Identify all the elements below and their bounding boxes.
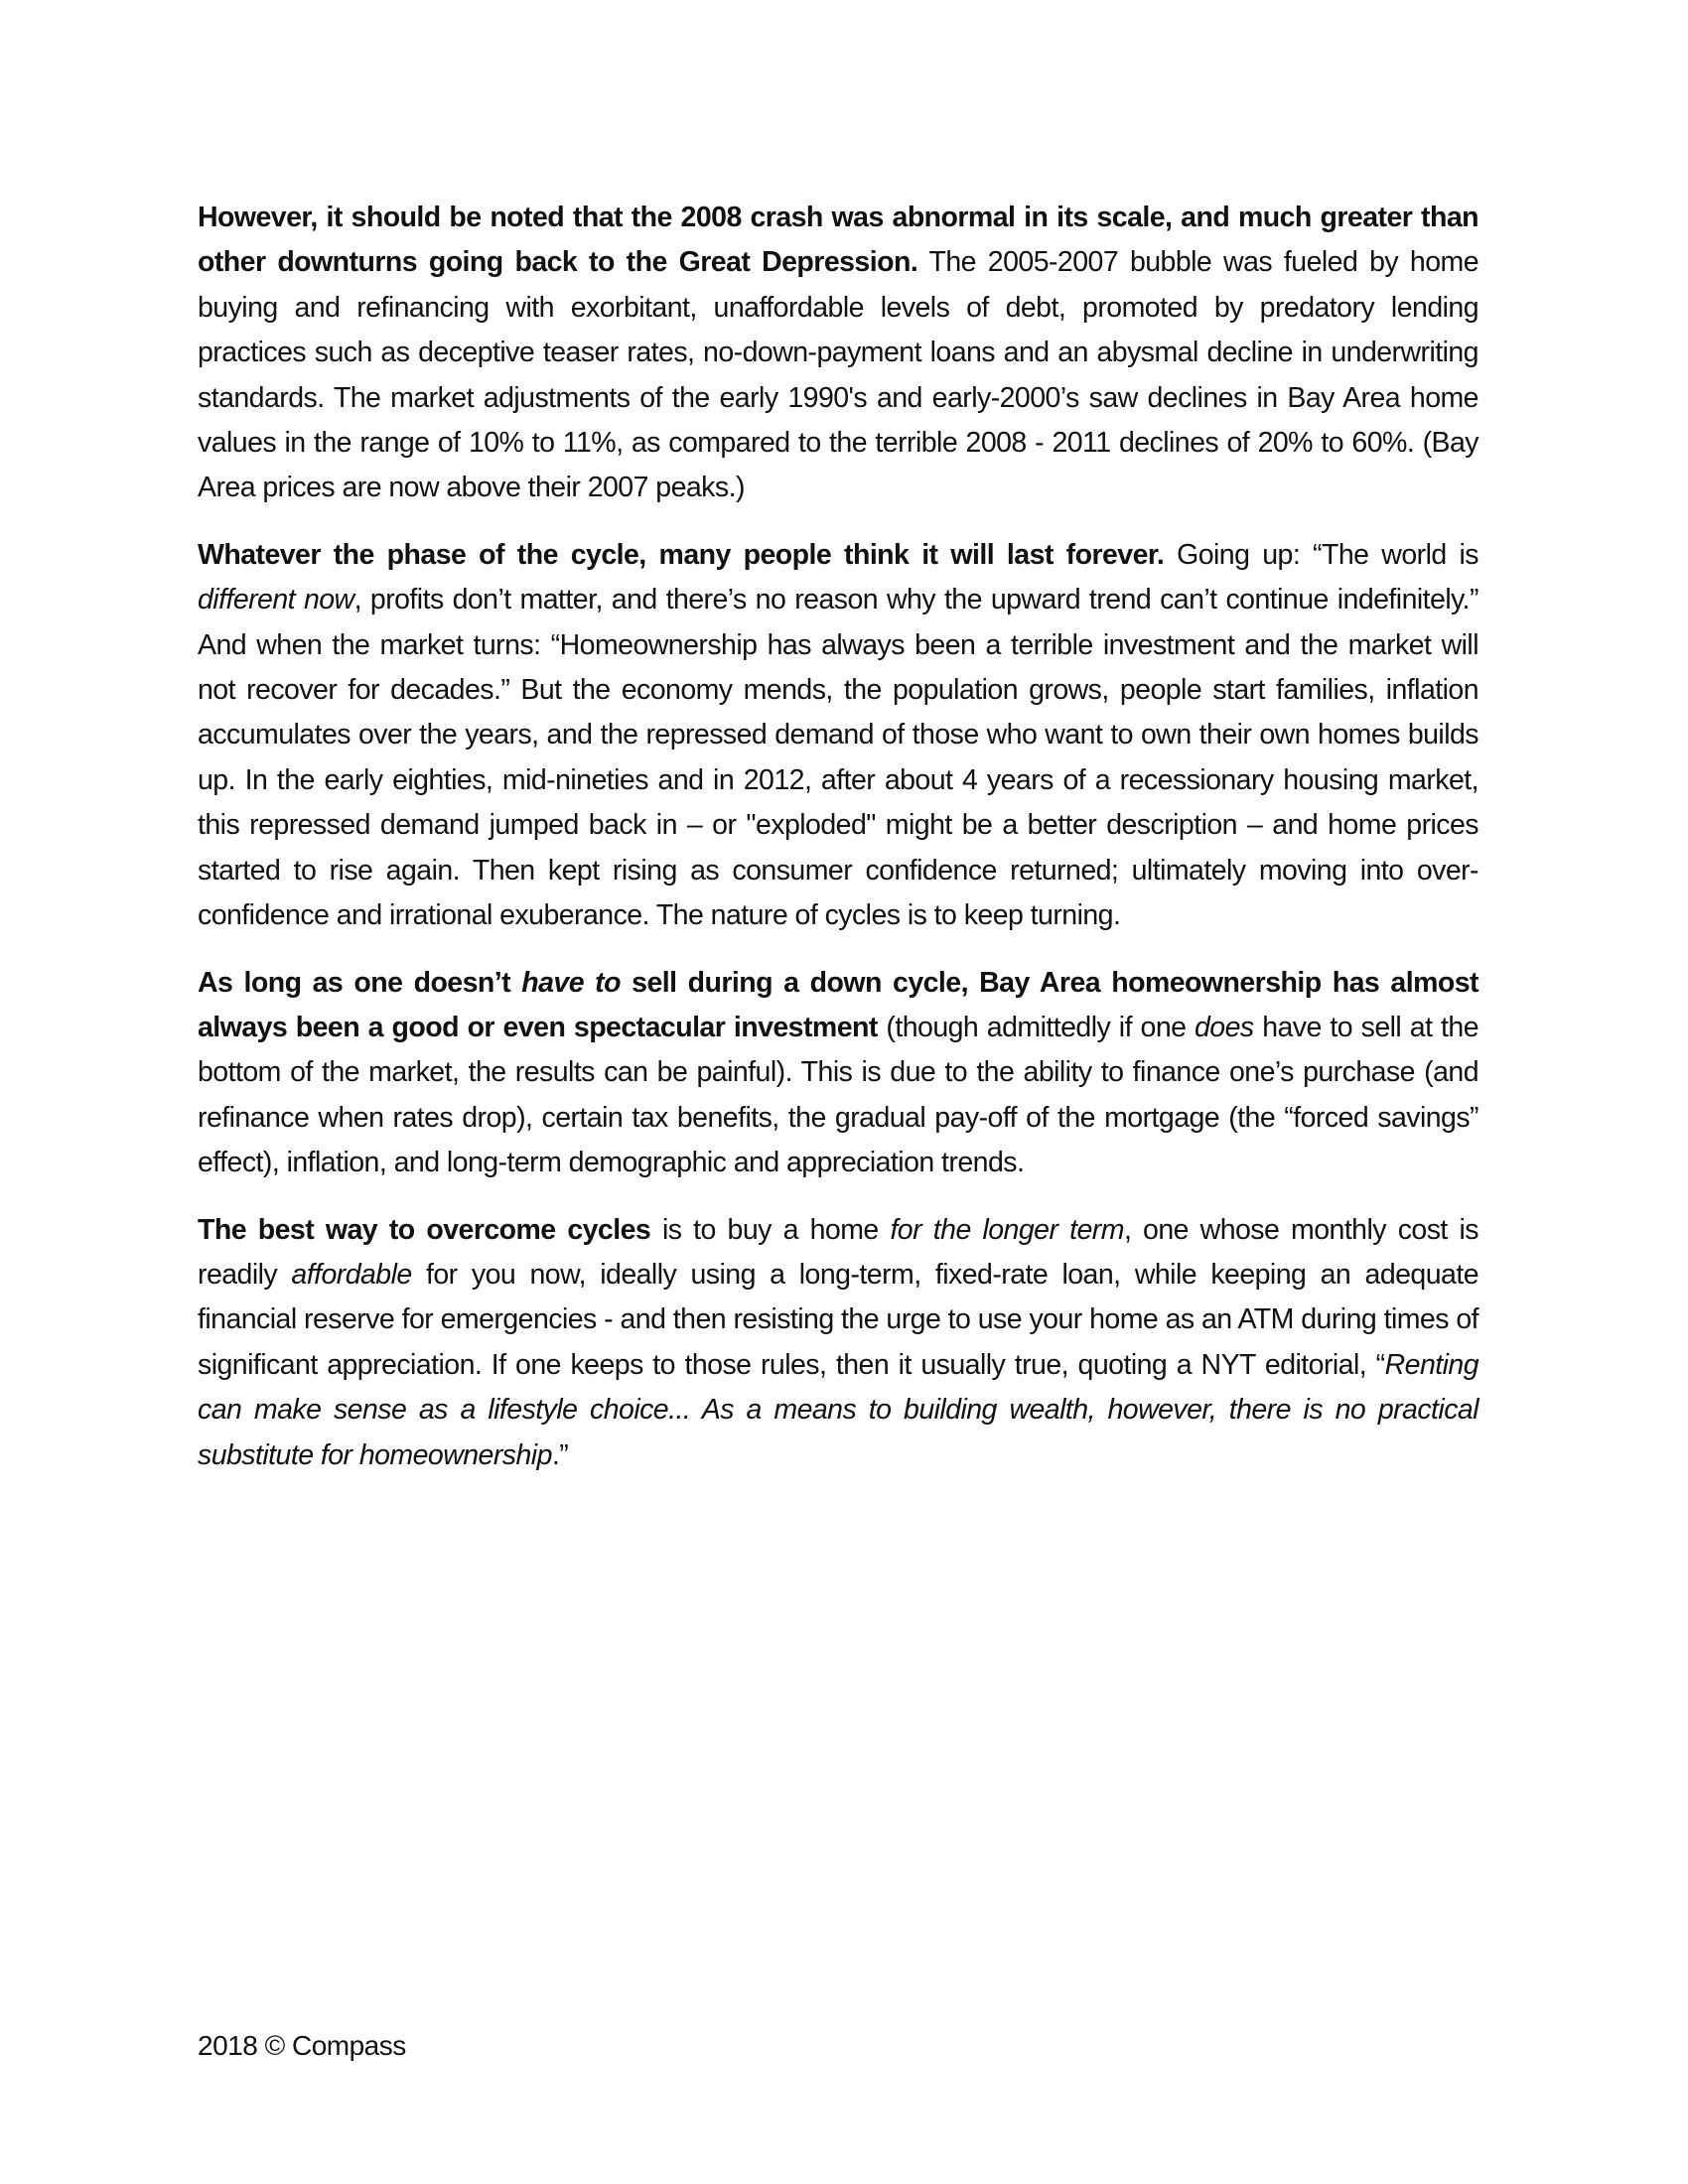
- body-text: Going up: “The world is: [1164, 538, 1478, 571]
- italic-text: does: [1195, 1011, 1254, 1043]
- body-text: is to buy a home: [650, 1213, 891, 1246]
- italic-text: different now: [198, 584, 354, 616]
- body-text: for you now, ideally using a long-term, fixed-rate loan, while keeping an adequate financial reserve for emergencies - and then resisting the urge to use your home as an ATM during times of significant appreciation. If one keeps to those rules, then it usually true, quoting a NYT editorial, “: [198, 1258, 1478, 1381]
- bold-lead: Whatever the phase of the cycle, many people think it will last forever.: [198, 538, 1165, 571]
- footer-copyright: 2018 © Compass: [198, 2030, 406, 2061]
- bold-lead: sell during a down cycle, Bay Area homeownership has almost always been a good or even spectacular investment: [198, 966, 1478, 1043]
- bold-lead: As long as one doesn’t: [198, 966, 522, 999]
- body-text: have to sell at the bottom of the market, the results can be painful). This is due to the ability to finance one’s purchase (and refinance when rates drop), certain tax benefits, the gradual pay-off of the mortgage (the “forced savings” effect), inflation, and long-term demographic and appreciation trends.: [198, 1011, 1478, 1179]
- paragraph-down-cycle: [198, 961, 1478, 1186]
- bold-italic-text: have to: [521, 966, 621, 999]
- paragraph-cycle-phase: [198, 533, 1478, 939]
- body-text: , one whose monthly cost is readily: [198, 1213, 1478, 1291]
- document-body: [198, 196, 1478, 1500]
- body-text: .”: [551, 1438, 569, 1471]
- body-text: (though admittedly if one: [877, 1011, 1195, 1043]
- italic-text: for the longer term: [890, 1213, 1124, 1246]
- bold-lead: The best way to overcome cycles: [198, 1213, 651, 1246]
- body-text: , profits don’t matter, and there’s no reason why the upward trend can’t continue indefinitely.” And when the market turns: “Homeownership has always been a terrible investment and the market will not recover for decades.” But the economy mends, the population grows, people start families, inflation accumulates over the years, and the repressed demand of those who want to own their own homes builds up. In the early eighties, mid-nineties and in 2012, after about 4 years of a recessionary housing market, this repressed demand jumped back in – or "exploded" might be a better description – and home prices started to rise again. Then kept rising as consumer confidence returned; ultimately moving into over-confidence and irrational exuberance. The nature of cycles is to keep turning.: [198, 584, 1478, 932]
- paragraph-overcome-cycles: [198, 1208, 1478, 1478]
- bold-lead: However, it should be noted that the 2008 crash was abnormal in its scale, and much greater than other downturns going back to the Great Depression.: [198, 202, 1478, 279]
- italic-quote: Renting can make sense as a lifestyle choice... As a means to building wealth, however, there is no practical substitute for homeownership: [198, 1348, 1478, 1471]
- body-text: The 2005-2007 bubble was fueled by home buying and refinancing with exorbitant, unaffordable levels of debt, promoted by predatory lending practices such as deceptive teaser rates, no-down-payment loans and an abysmal decline in underwriting standards. The market adjustments of the early 1990's and early-2000’s saw declines in Bay Area home values in the range of 10% to 11%, as compared to the terrible 2008 - 2011 declines of 20% to 60%. (Bay Area prices are now above their 2007 peaks.): [198, 246, 1478, 504]
- italic-text: affordable: [291, 1258, 412, 1291]
- paragraph-2008-crash: [198, 196, 1478, 511]
